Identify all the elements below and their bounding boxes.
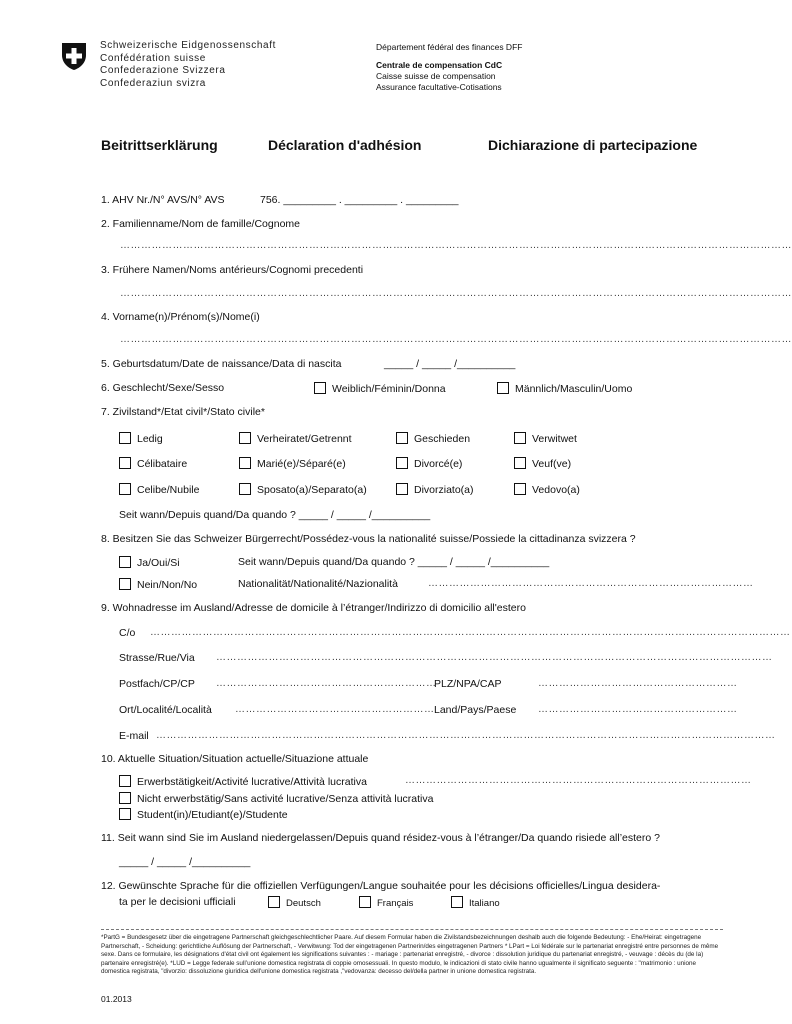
civil-widowed-fr[interactable] xyxy=(514,457,571,470)
title-fr: Déclaration d'adhésion xyxy=(268,137,422,153)
confederation-rm: Confederaziun svizra xyxy=(100,77,206,89)
option-label: Weiblich/Féminin/Donna xyxy=(332,383,446,395)
civil-married-fr[interactable] xyxy=(239,457,346,470)
civil-single-it[interactable] xyxy=(119,483,199,496)
q10-label: 10. Aktuelle Situation/Situation actuelle/Situazione attuale xyxy=(101,753,369,765)
swiss-no-option[interactable] xyxy=(119,578,197,591)
ahv-number-field[interactable]: 756. _________ . _________ . _________ xyxy=(260,194,459,206)
postbox-field[interactable]: ……………………………………………………… xyxy=(216,678,437,689)
q12-label-line1: 12. Gewünschte Sprache für die offiziellen Verfügungen/Langue souhaitée pour les décisions officielles/Lingua desidera- xyxy=(101,880,661,892)
checkbox[interactable] xyxy=(239,483,251,495)
first-names-field[interactable]: ………………………………………………………………………………………………………………………………………………………………………… xyxy=(120,334,792,345)
civil-single-fr[interactable] xyxy=(119,457,187,470)
option-label: Celibe/Nubile xyxy=(137,484,200,496)
title-de: Beitrittserklärung xyxy=(101,137,218,153)
q11-label: 11. Seit wann sind Sie im Ausland niedergelassen/Depuis quand résidez-vous à l’étranger/Da quando risiede all’estero ? xyxy=(101,832,660,844)
former-names-field[interactable]: ………………………………………………………………………………………………………………………………………………………………………… xyxy=(120,288,792,299)
confederation-de: Schweizerische Eidgenossenschaft xyxy=(100,40,276,51)
civil-married-it[interactable] xyxy=(239,483,367,496)
checkbox[interactable] xyxy=(451,896,463,908)
employment-field[interactable]: ……………………………………………………………………………………… xyxy=(405,775,752,786)
q3-label: 3. Frühere Namen/Noms antérieurs/Cognomi precedenti xyxy=(101,264,364,276)
option-label: Divorcé(e) xyxy=(414,458,463,470)
checkbox[interactable] xyxy=(268,896,280,908)
civil-divorced-fr[interactable] xyxy=(396,457,462,470)
country-label: Land/Pays/Paese xyxy=(434,704,517,716)
civil-since-field[interactable]: Seit wann/Depuis quand/Da quando ? _____ / _____ /__________ xyxy=(119,509,431,521)
q6-label: 6. Geschlecht/Sexe/Sesso xyxy=(101,382,225,394)
form-date: 01.2013 xyxy=(101,994,132,1004)
option-label: Erwerbstätigkeit/Activité lucrative/Attività lucrativa xyxy=(137,776,367,788)
abroad-since-field[interactable]: _____ / _____ /__________ xyxy=(119,856,251,868)
email-field[interactable]: …………………………………………………………………………………………………………………………………………………………… xyxy=(156,730,776,741)
office-line-2: Assurance facultative-Cotisations xyxy=(376,82,502,92)
checkbox[interactable] xyxy=(514,457,526,469)
sex-male-option[interactable] xyxy=(497,382,632,395)
q7-label: 7. Zivilstand*/Etat civil*/Stato civile* xyxy=(101,406,265,418)
option-label: Verwitwet xyxy=(532,433,577,445)
situation-student-option[interactable] xyxy=(119,808,288,821)
option-label: Italiano xyxy=(469,898,500,909)
q12-label-line2: ta per le decisioni ufficiali xyxy=(119,896,236,908)
country-field[interactable]: ………………………………………………… xyxy=(538,704,738,715)
checkbox[interactable] xyxy=(239,432,251,444)
office-line-1: Caisse suisse de compensation xyxy=(376,71,496,81)
checkbox[interactable] xyxy=(497,382,509,394)
civil-single-de[interactable] xyxy=(119,432,163,445)
swiss-since-field[interactable]: Seit wann/Depuis quand/Da quando ? _____ / _____ /__________ xyxy=(238,556,550,568)
co-label: C/o xyxy=(119,627,136,639)
option-label: Nein/Non/No xyxy=(137,579,198,591)
option-label: Français xyxy=(377,898,414,909)
checkbox[interactable] xyxy=(119,792,131,804)
civil-divorced-it[interactable] xyxy=(396,483,474,496)
office: Centrale de compensation CdC xyxy=(376,60,503,70)
option-label: Nicht erwerbstätig/Sans activité lucrative/Senza attività lucrativa xyxy=(137,793,434,805)
birthdate-field[interactable]: _____ / _____ /__________ xyxy=(384,358,516,370)
nationality-field[interactable]: ………………………………………………………………………………… xyxy=(428,578,754,589)
option-label: Sposato(a)/Separato(a) xyxy=(257,484,367,496)
checkbox[interactable] xyxy=(314,382,326,394)
confederation-names xyxy=(100,40,276,90)
checkbox[interactable] xyxy=(514,483,526,495)
option-label: Student(in)/Etudiant(e)/Studente xyxy=(137,809,288,821)
checkbox[interactable] xyxy=(359,896,371,908)
email-label: E-mail xyxy=(119,730,149,742)
zip-label: PLZ/NPA/CAP xyxy=(434,678,502,690)
confederation-fr: Confédération suisse xyxy=(100,52,206,64)
title-it: Dichiarazione di partecipazione xyxy=(488,137,698,153)
sex-female-option[interactable] xyxy=(314,382,446,395)
civil-divorced-de[interactable] xyxy=(396,432,470,445)
footnote: *PartG = Bundesgesetz über die eingetragene Partnerschaft gleichgeschlechtlicher Paare. Auf diesem Formular haben die Zivilstandsbezeichnungen deshalb auch die folgende Bedeutung: - Ehe/Heirat: eingetragene Partnerschaft, - Scheidung: gerichtliche Auflösung der Partnerschaft, - Verwitwung: Tod der eingetragenen Partnerin/des eingetragenen Partners * LPart = Loi fédérale sur le partenariat enregistré entre personnes de même sexe. Dans ce formulaire, les désignations d'état civil ont également les significations suivantes : - mariage : partenariat enregistré, - divorce : dissolution juridique du partenariat enregistré, - veuvage : décès du (de la) partenaire enregistré(e). *LUD = Legge federale sull’unione domestica registrata di coppie omosessuali. In questo modulo, le indicazioni di stato civile hanno ugualmente il significato seguente : "matrimonio : unione domestica registrata, "divorzio: dissoluzione giuridica dell'unione domestica registrata ,"vedovanza: decesso del/della partner in unione domestica registrata. xyxy=(101,934,719,975)
q5-label: 5. Geburtsdatum/Date de naissance/Data di nascita xyxy=(101,358,342,370)
checkbox[interactable] xyxy=(119,578,131,590)
checkbox[interactable] xyxy=(119,432,131,444)
checkbox[interactable] xyxy=(119,457,131,469)
checkbox[interactable] xyxy=(239,457,251,469)
option-label: Ledig xyxy=(137,433,163,445)
q9-label: 9. Wohnadresse im Ausland/Adresse de domicile à l’étranger/Indirizzo di domicilio all'estero xyxy=(101,602,526,614)
checkbox[interactable] xyxy=(396,457,408,469)
postbox-label: Postfach/CP/CP xyxy=(119,678,195,690)
swiss-yes-option[interactable] xyxy=(119,556,180,569)
civil-widowed-de[interactable] xyxy=(514,432,577,445)
situation-employed-option[interactable] xyxy=(119,775,367,788)
option-label: Célibataire xyxy=(137,458,188,470)
department: Département fédéral des finances DFF xyxy=(376,42,523,52)
checkbox[interactable] xyxy=(119,775,131,787)
q2-label: 2. Familienname/Nom de famille/Cognome xyxy=(101,218,301,230)
nationality-label: Nationalität/Nationalité/Nazionalità xyxy=(238,578,398,590)
option-label: Deutsch xyxy=(286,898,321,909)
swiss-cross-icon xyxy=(60,41,88,71)
option-label: Geschieden xyxy=(414,433,471,445)
city-label: Ort/Localité/Località xyxy=(119,704,212,716)
checkbox[interactable] xyxy=(396,432,408,444)
footnote-divider xyxy=(101,929,723,930)
family-name-field[interactable]: ………………………………………………………………………………………………………………………………………………………………………… xyxy=(120,240,792,251)
checkbox[interactable] xyxy=(396,483,408,495)
zip-field[interactable]: ………………………………………………… xyxy=(538,678,738,689)
q4-label: 4. Vorname(n)/Prénom(s)/Nome(i) xyxy=(101,311,260,323)
department-block xyxy=(376,42,522,93)
checkbox[interactable] xyxy=(514,432,526,444)
civil-widowed-it[interactable] xyxy=(514,483,580,496)
checkbox[interactable] xyxy=(119,483,131,495)
language-it-option[interactable] xyxy=(451,896,500,909)
language-fr-option[interactable] xyxy=(359,896,413,909)
street-field[interactable]: …………………………………………………………………………………………………………………………………………… xyxy=(216,652,773,663)
option-label: Divorziato(a) xyxy=(414,484,474,496)
option-label: Vedovo(a) xyxy=(532,484,580,496)
option-label: Marié(e)/Séparé(e) xyxy=(257,458,346,470)
situation-unemployed-option[interactable] xyxy=(119,792,433,805)
checkbox[interactable] xyxy=(119,556,131,568)
co-field[interactable]: ………………………………………………………………………………………………………………………………………………………………… xyxy=(150,627,791,638)
option-label: Verheiratet/Getrennt xyxy=(257,433,352,445)
language-de-option[interactable] xyxy=(268,896,321,909)
option-label: Veuf(ve) xyxy=(532,458,572,470)
confederation-it: Confederazione Svizzera xyxy=(100,65,226,77)
option-label: Männlich/Masculin/Uomo xyxy=(515,383,633,395)
checkbox[interactable] xyxy=(119,808,131,820)
option-label: Ja/Oui/Si xyxy=(137,557,180,569)
q1-label: 1. AHV Nr./N° AVS/N° AVS xyxy=(101,194,225,206)
city-field[interactable]: ………………………………………………… xyxy=(235,704,435,715)
street-label: Strasse/Rue/Via xyxy=(119,652,195,664)
civil-married-de[interactable] xyxy=(239,432,352,445)
q8-label: 8. Besitzen Sie das Schweizer Bürgerrecht/Possédez-vous la nationalité suisse/Possiede la cittadinanza svizzera ? xyxy=(101,533,636,545)
